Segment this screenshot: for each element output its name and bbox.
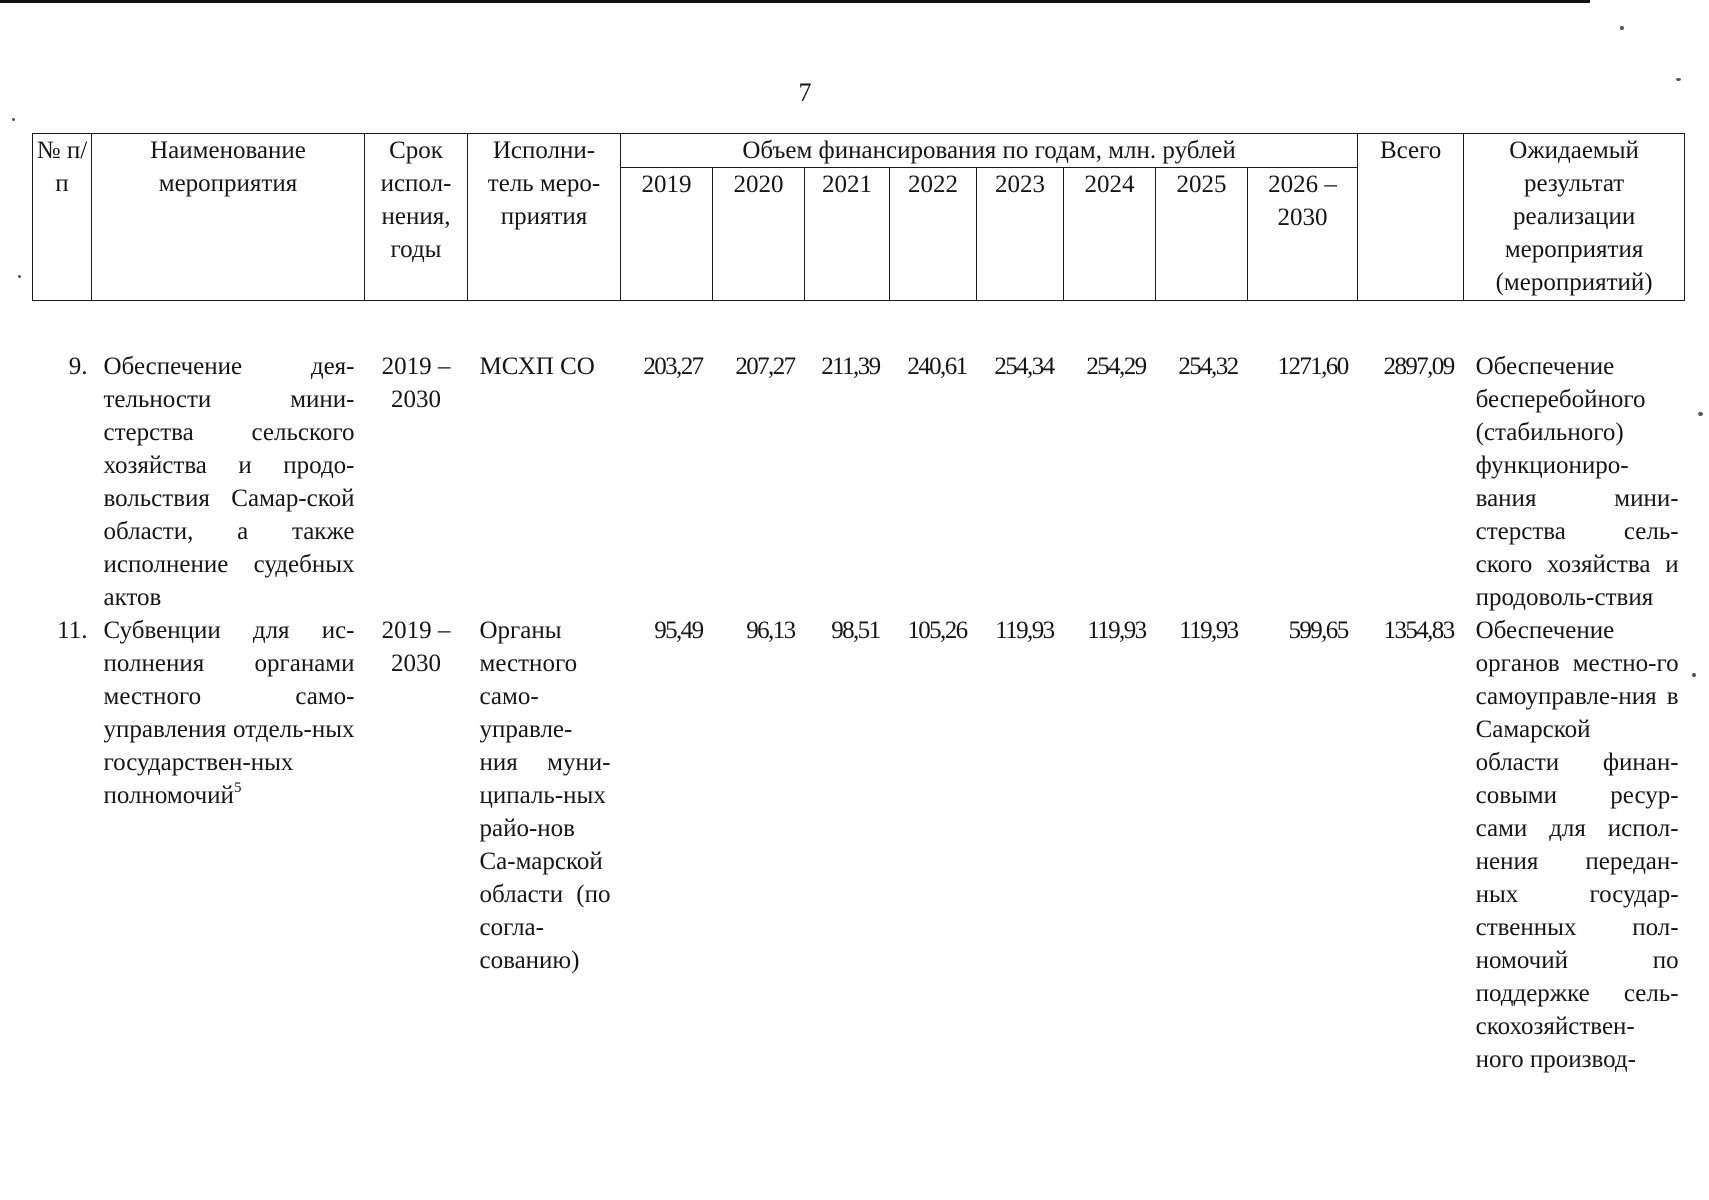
row-name-body: Субвенции для ис-полнения органами местного само-управления отдель-ных государствен-ных полномочий [103,617,355,809]
table-row [33,350,1685,614]
top-rule [0,0,1590,3]
row-name [92,350,365,614]
row-value-2021: 211,39 [821,353,880,380]
row-term: 2019 – 2030 [381,353,451,413]
funding-table [32,133,1685,1076]
row-value-2025: 254,32 [1178,353,1238,380]
row-executor-text: Органы местного само-управле-ния муни-ципаль-ных райо-нов Са-марской области (по согла-сованию) [479,617,611,974]
header-year-2024: 2024 [1064,168,1156,301]
row-value-2022: 240,61 [907,353,967,380]
row-value-2024: 254,29 [1086,353,1146,380]
row-executor [468,614,621,1076]
header-name: Наименование мероприятия [92,134,365,301]
row-value-2019: 203,27 [643,353,703,380]
header-year-2023: 2023 [977,168,1064,301]
row-total: 2897,09 [1383,353,1454,380]
row-value-2024: 119,93 [1087,617,1146,644]
scan-speck [18,275,21,278]
row-value-2022: 105,26 [907,617,967,644]
footnote-marker: 5 [233,780,242,796]
row-value-2025: 119,93 [1179,617,1238,644]
row-value-2026-2030: 1271,60 [1277,353,1348,380]
header-number: № п/п [33,134,92,301]
header-funding-group: Объем финансирования по годам, млн. рублей [621,134,1358,168]
row-value-2026-2030: 599,65 [1288,617,1348,644]
row-executor: МСХП СО [479,353,595,380]
header-result: Ожидаемый результат реализации мероприятия (мероприятий) [1464,134,1685,301]
scan-speck [1692,673,1696,677]
row-result [1464,350,1685,614]
header-year-2022: 2022 [890,168,977,301]
row-name-text: Обеспечение дея-тельности мини-стерства сельского хозяйства и продо-вольствия Самар-ской области, а также исполнение судебных актов [103,353,355,611]
row-number: 11. [57,617,88,644]
row-result-text: Обеспечение органов местно-го самоуправле-ния в Самарской области финан-совыми ресур-сами для испол-нения передан-ных государ-ственных пол-номочий по поддержке сель-скохозяйствен-ного производ- [1475,617,1679,1073]
header-gap [33,301,1685,351]
header-year-2025: 2025 [1156,168,1248,301]
scan-speck [1620,26,1624,30]
row-total: 1354,83 [1383,617,1454,644]
row-value-2023: 119,93 [995,617,1054,644]
row-value-2023: 254,34 [994,353,1054,380]
row-value-2019: 95,49 [654,617,703,644]
header-year-2019: 2019 [621,168,713,301]
header-term: Срок испол-нения, годы [365,134,468,301]
row-name-text [104,614,355,812]
scan-speck [1676,78,1681,81]
row-number: 9. [68,353,88,380]
row-term: 2019 – 2030 [381,617,451,677]
header-year-2021: 2021 [805,168,890,301]
row-value-2021: 98,51 [831,617,880,644]
scan-speck [12,118,15,121]
row-result-text: Обеспечение бесперебойного (стабильного) функциониро-вания мини-стерства сель-ского хозяйства и продоволь-ствия [1475,353,1679,611]
row-result [1464,614,1685,1076]
page-number: 7 [798,78,812,107]
header-executor: Исполни-тель меро-приятия [468,134,621,301]
header-year-2026-2030: 2026 – 2030 [1248,168,1358,301]
scan-speck [1698,412,1703,416]
row-value-2020: 207,27 [735,353,795,380]
row-value-2020: 96,13 [746,617,795,644]
row-name [92,614,365,1076]
table-row [33,614,1685,1076]
header-year-2020: 2020 [713,168,805,301]
header-total: Всего [1358,134,1464,301]
